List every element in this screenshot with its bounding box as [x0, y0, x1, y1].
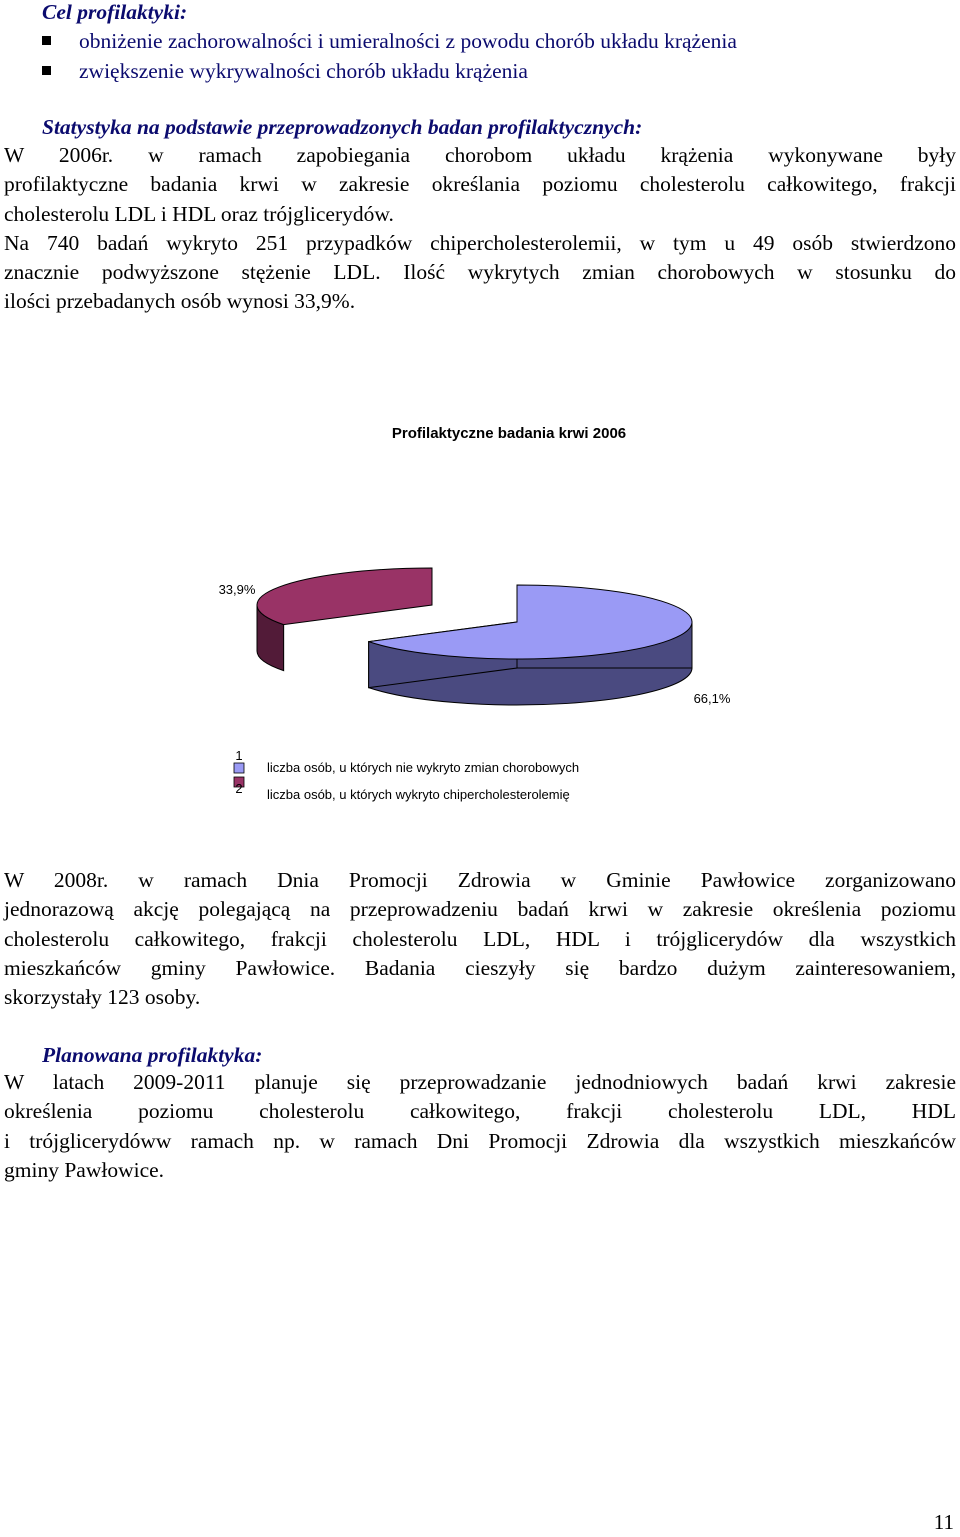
text-line: skorzystały 123 osoby.: [4, 985, 201, 1010]
text-line: ilości przebadanych osób wynosi 33,9%.: [4, 289, 356, 314]
paragraph-2008: [4, 866, 956, 1012]
paragraph-plan: [4, 1068, 956, 1185]
text-line: Na 740 badań wykryto 251 przypadków chipercholesterolemii, w tym u 49 osób stwierdzono: [4, 230, 956, 255]
slice-label-1: 66,1%: [693, 691, 731, 706]
bullet-text: obniżenie zachorowalności i umieralności z powodu chorób układu krążenia: [79, 29, 737, 53]
paragraph-2006: [4, 141, 956, 317]
stats-heading: Statystyka na podstawie przeprowadzonych badan profilaktycznych:: [42, 115, 643, 139]
text-line: W 2006r. w ramach zapobiegania chorobom układu krążenia wykonywane były: [4, 143, 956, 167]
chart-title: Profilaktyczne badania krwi 2006: [391, 425, 627, 442]
text-line: profilaktyczne badania krwi w zakresie określania poziomu cholesterolu całkowitego, frakcji: [4, 172, 956, 197]
pie-chart: [0, 400, 960, 840]
text-line: W latach 2009-2011 planuje się przeprowadzanie jednodniowych badań krwi zakresie: [4, 1070, 956, 1094]
text-line: jednorazową akcję polegającą na przeprowadzeniu badań krwi w zakresie określenia poziomu: [4, 897, 956, 922]
slice-label-2: 33,9%: [218, 582, 256, 597]
goal-heading: Cel profilaktyki:: [42, 0, 188, 24]
pie-chart-svg: [0, 400, 960, 840]
square-bullet-icon: [42, 36, 51, 45]
bullet-item: [0, 26, 960, 56]
text-line: określenia poziomu cholesterolu całkowitego, frakcji cholesterolu LDL, HDL: [4, 1099, 956, 1124]
legend-label-2: liczba osób, u których wykryto chipercholesterolemię: [267, 787, 570, 802]
legend-swatch-1: [234, 763, 244, 773]
legend-key-2: 2: [235, 781, 243, 796]
legend-key-1: 1: [235, 748, 243, 763]
bullet-item: [0, 56, 960, 86]
text-line: gminy Pawłowice.: [4, 1157, 165, 1182]
legend: [234, 748, 579, 802]
text-line: mieszkańców gminy Pawłowice. Badania cieszyły się bardzo dużym zainteresowaniem,: [4, 955, 956, 980]
text-line: i trójglicerydóww ramach np. w ramach Dni Promocji Zdrowia dla wszystkich mieszkańców: [4, 1128, 956, 1153]
text-line: cholesterolu LDL i HDL oraz trójglicerydów.: [4, 201, 394, 226]
page-number: 11: [933, 1510, 954, 1534]
pie-slice-2: [257, 568, 432, 625]
square-bullet-icon: [42, 66, 51, 75]
bullet-text: zwiększenie wykrywalności chorób układu krążenia: [79, 59, 528, 83]
plan-heading: Planowana profilaktyka:: [42, 1043, 263, 1067]
goal-bullet-list: [0, 26, 960, 86]
text-line: znacznie podwyższone stężenie LDL. Ilość wykrytych zmian chorobowych w stosunku do: [4, 260, 956, 285]
text-line: W 2008r. w ramach Dnia Promocji Zdrowia w Gminie Pawłowice zorganizowano: [4, 868, 956, 892]
text-line: cholesterolu całkowitego, frakcji cholesterolu LDL, HDL i trójglicerydów dla wszystkich: [4, 926, 956, 951]
legend-label-1: liczba osób, u których nie wykryto zmian chorobowych: [267, 760, 580, 775]
